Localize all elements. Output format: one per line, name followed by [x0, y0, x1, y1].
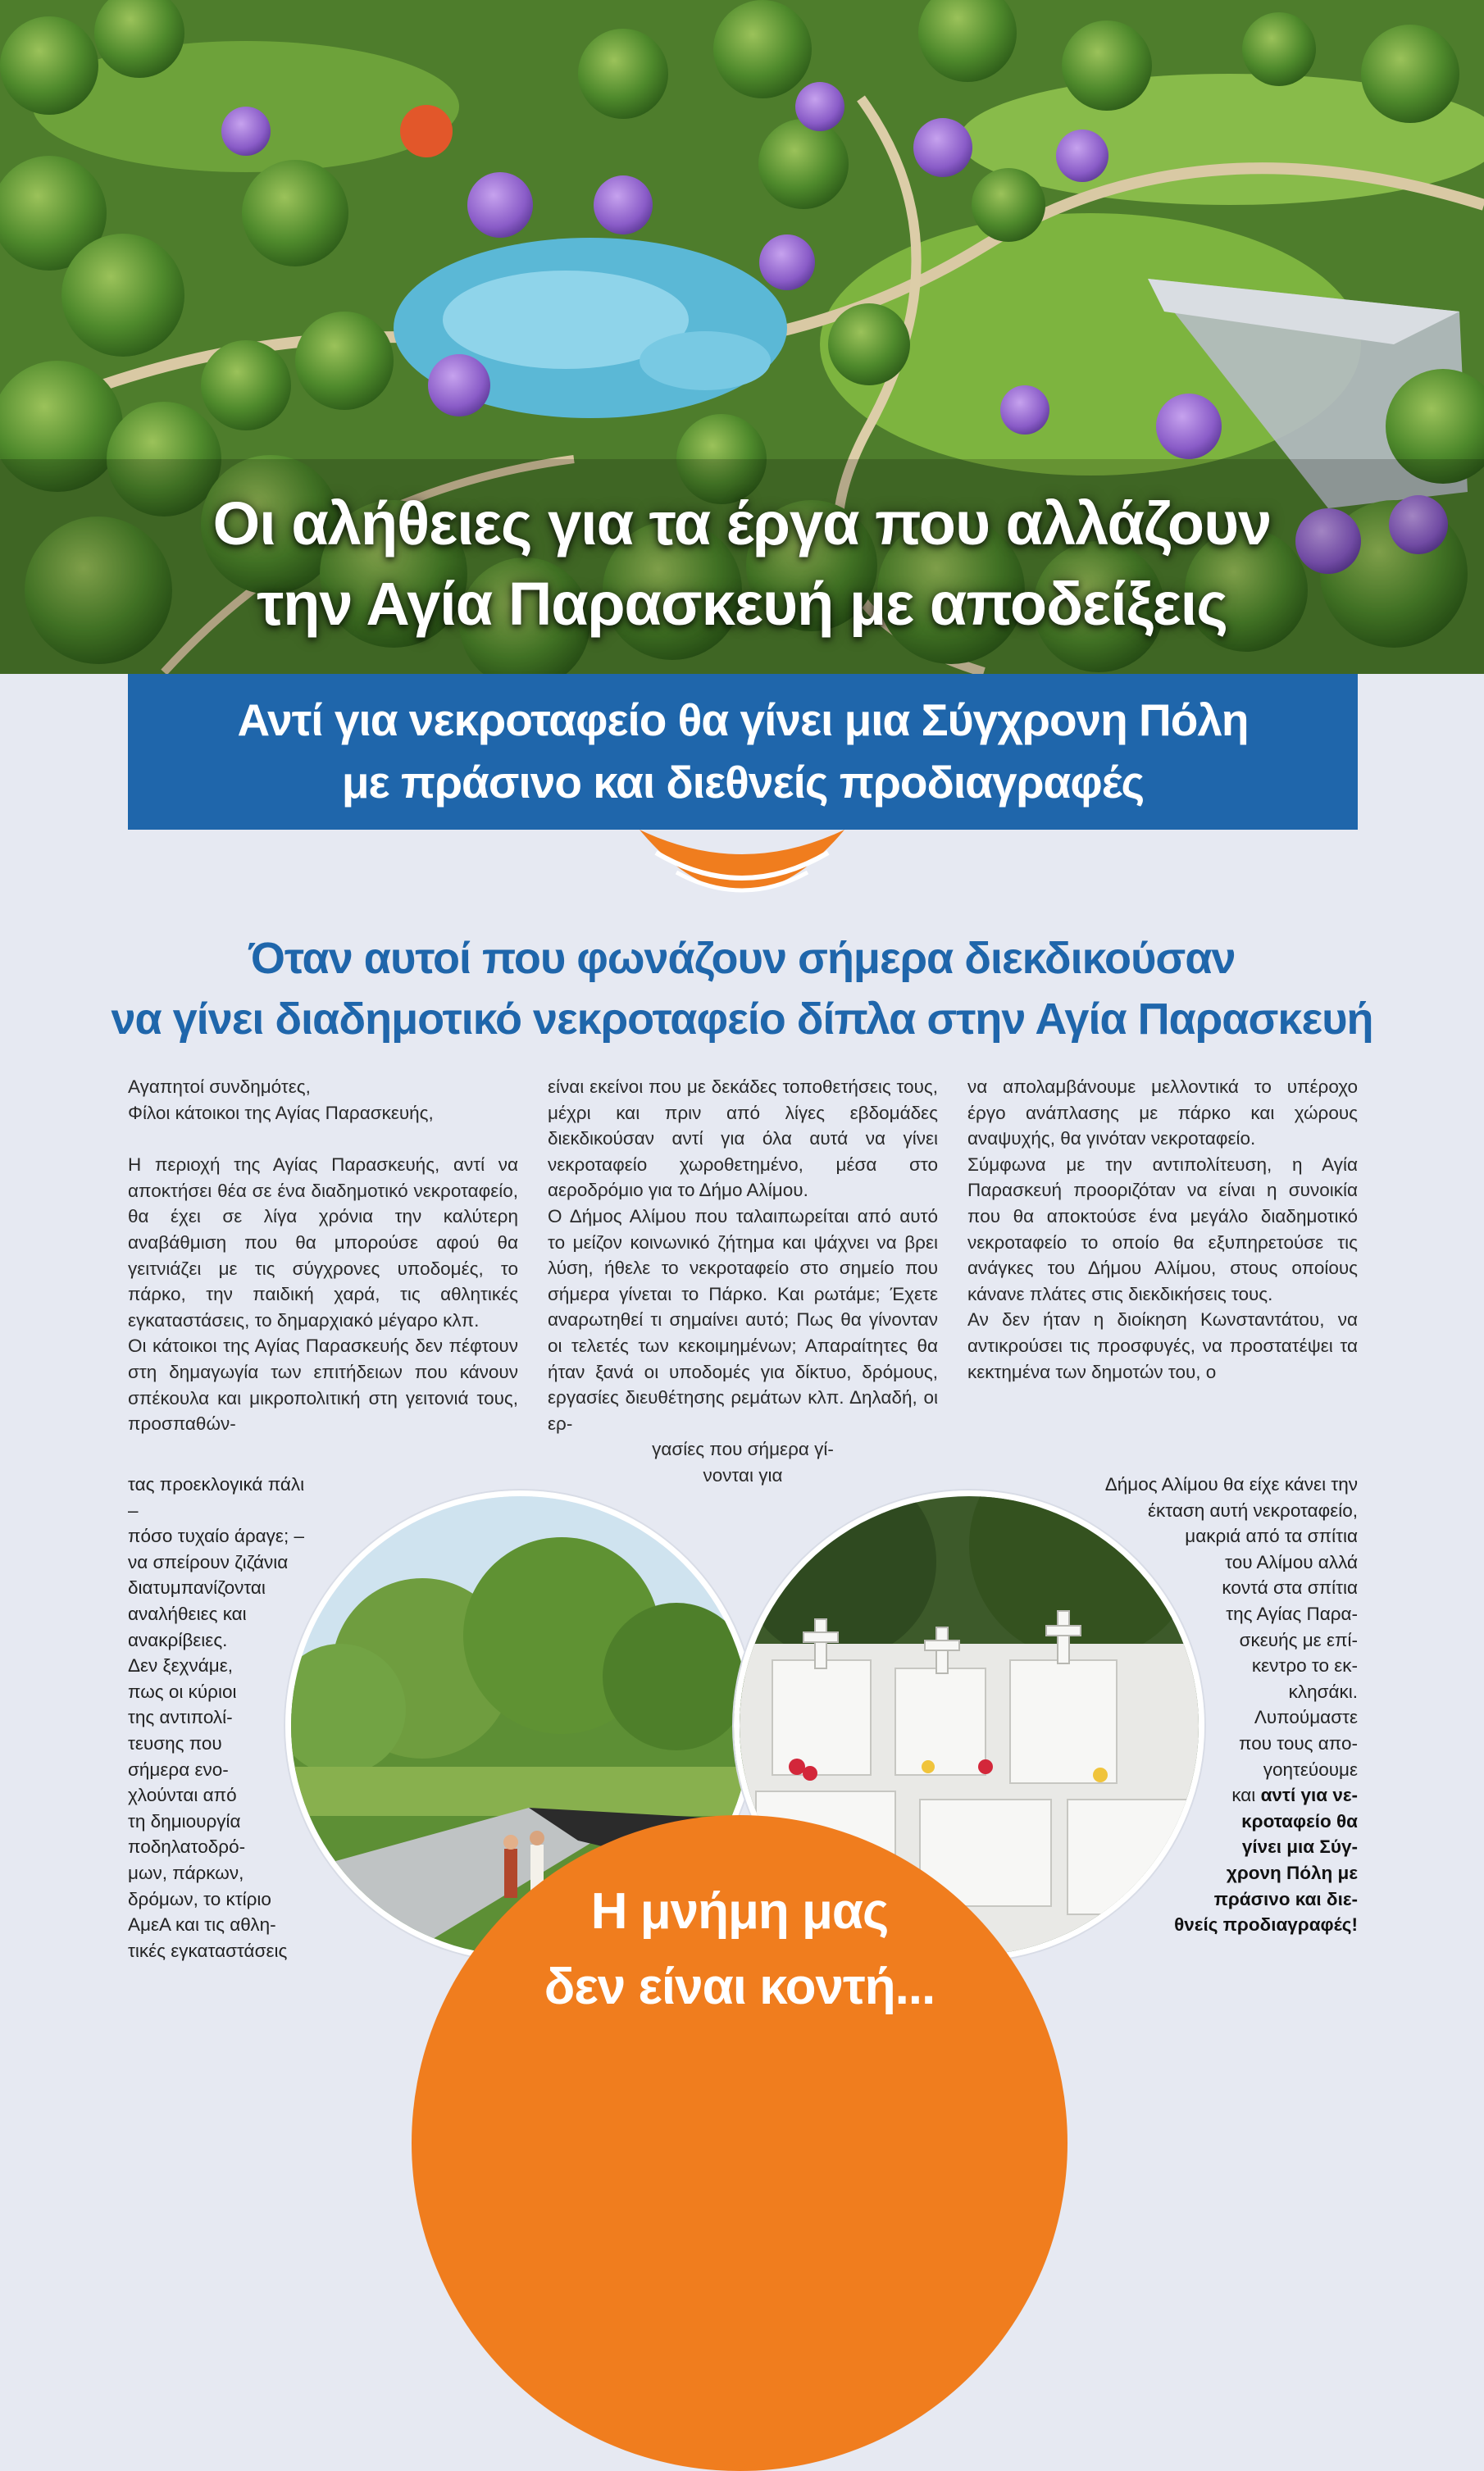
text-line: τη δημιουργία	[128, 1810, 241, 1832]
text-line: πως οι κύριοι	[128, 1681, 237, 1702]
text-line: πόσο τυχαίο άραγε; –	[128, 1526, 304, 1547]
emphasis-text: θνείς προδιαγραφές!	[1174, 1914, 1358, 1936]
text-line: γοητεύουμε	[1263, 1759, 1358, 1780]
hero-title-line2: την Αγία Παρασκευή με αποδείξεις	[257, 570, 1227, 638]
text-line: τικές εγκαταστάσεις	[128, 1940, 288, 1961]
text-line: νονται για	[703, 1464, 783, 1486]
paragraph: Ο Δήμος Αλίμου που ταλαιπωρείται από αυτό το μείζον κοινωνικό ζήτημα και ψάχνει να βρει λύση, ήθελε το νεκροταφείο στο σημείο που σήμερα γίνεται το Πάρκο. Και ρωτάμε; Έχετε αναρωτηθεί τι σημαίνει αυτό; Πως θα γίνονταν οι τελετές των κεκοιμημένων; Απαραίτητες θα ήταν ξανά οι υποδομές για δίκτυο, δρόμους, εργασίες διευθέτησης ρεμάτων κλπ. Δηλαδή, οι ερ-	[548, 1205, 938, 1434]
text-line: Δήμος Αλίμου θα είχε κάνει την	[1104, 1474, 1358, 1495]
footer-slogan	[412, 1874, 1067, 2025]
text-line: Δεν ξεχνάμε,	[128, 1655, 233, 1677]
text-line: σκευής με επί-	[1239, 1629, 1358, 1650]
text-line: δρόμων, το κτίριο	[128, 1888, 271, 1909]
heading-line2: να γίνει διαδημοτικό νεκροταφείο δίπλα στην Αγία Παρασκευή	[111, 994, 1373, 1044]
text-line: που τους απο-	[1239, 1732, 1358, 1754]
orange-swoosh-icon	[631, 830, 853, 912]
text-line: σήμερα ενο-	[128, 1759, 229, 1780]
text-line: να σπείρουν ζιζάνια	[128, 1551, 289, 1572]
emphasis-text: γίνει μια Σύγ-	[1241, 1836, 1358, 1858]
greeting-line: Αγαπητοί συνδημότες,	[128, 1076, 311, 1097]
text-line: ποδηλατοδρό-	[128, 1836, 246, 1858]
emphasis-text: αντί για νε-	[1260, 1785, 1358, 1806]
text-line: κεντρο το εκ-	[1251, 1655, 1358, 1677]
text-fragment: και	[1231, 1785, 1256, 1806]
text-line: διατυμπανίζονται	[128, 1577, 266, 1599]
paragraph: να απολαμβάνουμε μελλοντικά το υπέροχο έργο ανάπλασης με πάρκο και χώρους αναψυχής, θα γινόταν νεκροταφείο.	[967, 1076, 1358, 1149]
text-line: του Αλίμου αλλά	[1225, 1551, 1358, 1572]
article-column-1	[128, 1074, 518, 1437]
paragraph: Οι κάτοικοι της Αγίας Παρασκευής δεν πέφτουν στη δημαγωγία των επιτήδειων που κάνουν σπέκουλα και μικροπολιτική στη γειτονιά τους, προσπαθών-	[128, 1336, 518, 1435]
article-column-2	[548, 1074, 938, 1489]
article-column-3	[967, 1074, 1358, 1385]
text-line: κλησάκι.	[1288, 1681, 1358, 1702]
section-heading	[0, 928, 1484, 1049]
subtitle-banner	[128, 674, 1358, 830]
text-line: μων, πάρκων,	[128, 1862, 244, 1883]
emphasis-text: χρονη Πόλη με	[1226, 1862, 1358, 1883]
banner-line2: με πράσινο και διεθνείς προδιαγραφές	[341, 757, 1145, 808]
text-line: της Αγίας Παρα-	[1226, 1603, 1358, 1624]
paragraph: Η περιοχή της Αγίας Παρασκευής, αντί να αποκτήσει θέα σε ένα διαδημοτικό νεκροταφείο, θα έχει σε λίγα χρόνια την καλύτερη αναβάθμιση που θα μπορούσε αφού θα γειτνιάζει με τις σύγχρονες υποδομές, το πάρκο, την παιδική χαρά, τις αθλητικές εγκαταστάσεις, το δημαρχιακό μέγαρο κλπ.	[128, 1154, 518, 1331]
hero-park-aerial-image	[0, 0, 1484, 674]
hero-title	[0, 484, 1484, 644]
paragraph: Σύμφωνα με την αντιπολίτευση, η Αγία Παρασκευή προοριζόταν να είναι η συνοικία που θα αποκτούσε ένα μεγάλο διαδημοτικό νεκροταφείο το οποίο θα εξυπηρετούσε τις ανάγκες του Δήμου Αλίμου, στους οποίους κάνανε πλάτες στις διεκδικήσεις τους.	[967, 1154, 1358, 1304]
paragraph: είναι εκείνοι που με δεκάδες τοποθετήσεις τους, μέχρι και πριν από λίγες εβδομάδες διεκδικούσαν αντί για όλα αυτά να γίνει νεκροταφείο χωροθετημένο, μέσα στο αεροδρόμιο για το Δήμο Αλίμου.	[548, 1076, 938, 1201]
text-line: της αντιπολί-	[128, 1707, 233, 1728]
text-line: ανακρίβειες.	[128, 1629, 228, 1650]
emphasis-text: πράσινο και διε-	[1213, 1888, 1358, 1909]
text-line: αναλήθειες και	[128, 1603, 247, 1624]
heading-line1: Όταν αυτοί που φωνάζουν σήμερα διεκδικούσαν	[248, 934, 1236, 983]
footer-line1: Η μνήμη μας	[590, 1883, 889, 1940]
text-line: χλούνται από	[128, 1785, 237, 1806]
text-line: μακριά από τα σπίτια	[1185, 1526, 1358, 1547]
hero-title-line1: Οι αλήθειες για τα έργα που αλλάζουν	[212, 489, 1272, 557]
text-line: τας προεκλογικά πάλι –	[128, 1474, 305, 1521]
emphasis-text: κροταφείο θα	[1241, 1810, 1358, 1832]
text-line: Λυπούμαστε	[1254, 1707, 1358, 1728]
text-line: κοντά στα σπίτια	[1222, 1577, 1358, 1599]
banner-line1: Αντί για νεκροταφείο θα γίνει μια Σύγχρονη Πόλη	[237, 694, 1249, 745]
text-line: τευσης που	[128, 1732, 222, 1754]
text-line: γασίες που σήμερα γί-	[652, 1439, 834, 1460]
paragraph: Αν δεν ήταν η διοίκηση Κωνσταντάτου, να αντικρούσει τις προσφυγές, να προστατέψει τα κεκτημένα των δημοτών του, ο	[967, 1309, 1358, 1382]
text-line: ΑμεΑ και τις αθλη-	[128, 1914, 276, 1936]
text-line: έκταση αυτή νεκροταφείο,	[1148, 1499, 1358, 1521]
footer-line2: δεν είναι κοντή...	[544, 1959, 935, 2015]
greeting-line: Φίλοι κάτοικοι της Αγίας Παρασκευής,	[128, 1102, 434, 1123]
